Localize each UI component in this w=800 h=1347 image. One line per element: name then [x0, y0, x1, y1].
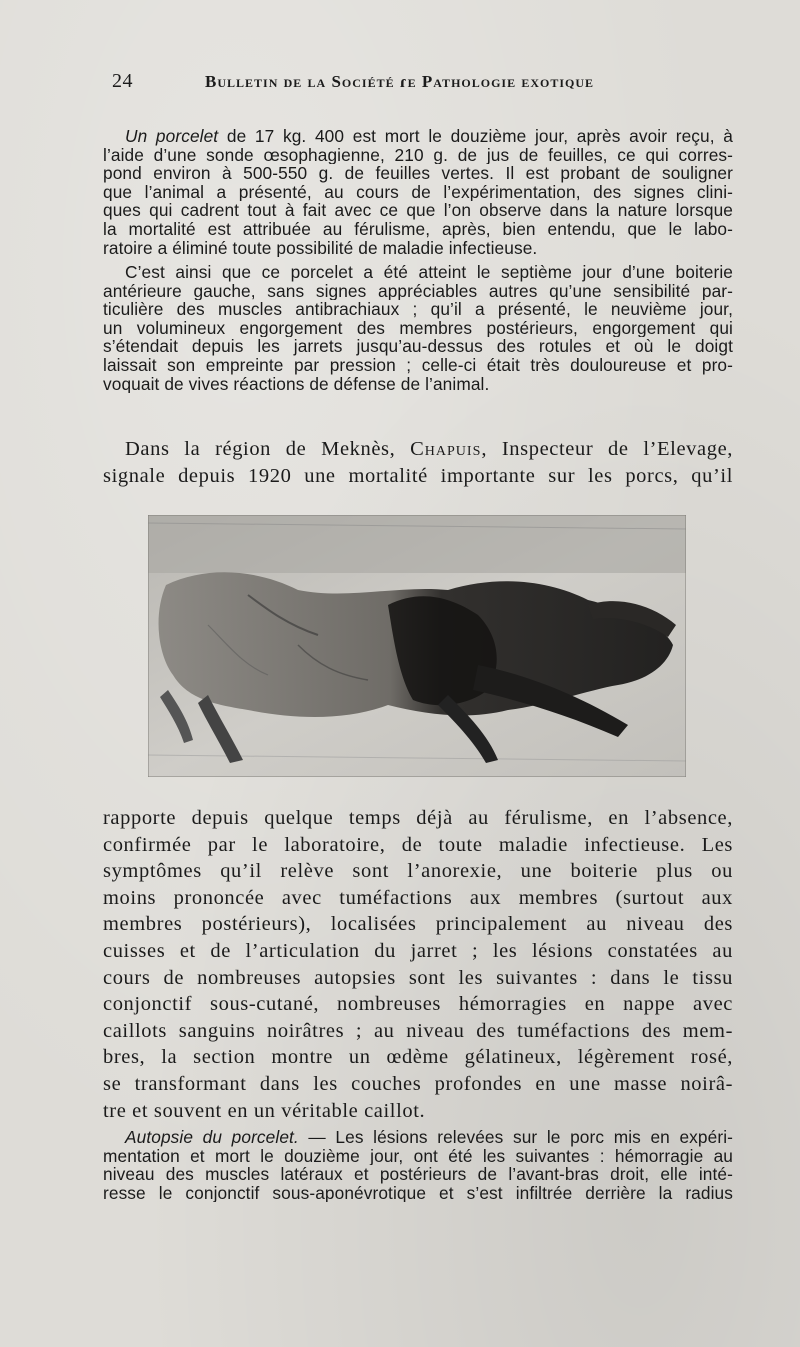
text-line: antérieure gauche, sans signes appréciables autres qu’une sensibilité par- — [103, 281, 733, 301]
text-line: C’est ainsi que ce porcelet a été atteint le septième jour d’une boiterie — [125, 263, 733, 282]
italic-lead: Autopsie du porcelet. — [125, 1128, 299, 1147]
paragraph-experiment — [103, 127, 733, 257]
text-line: s’étendait depuis les jarrets jusqu’au-dessus des rotules et où le doigt — [103, 337, 733, 356]
author-name: Chapuis — [410, 438, 482, 460]
paragraph-meknes — [103, 436, 733, 489]
text-line: Dans la région de Meknès, Chapuis, Inspecteur de l’Elevage, — [125, 438, 733, 460]
text-line: Autopsie du porcelet. — Les lésions relevées sur le porc mis en expéri- — [125, 1128, 733, 1147]
text-line: Un porcelet de 17 kg. 400 est mort le douzième jour, après avoir reçu, à — [125, 127, 733, 146]
text-line: confirmée par le laboratoire, de toute maladie infectieuse. Les — [103, 833, 733, 856]
text-line: ratoire a éliminé toute possibilité de maladie infectieuse. — [103, 238, 538, 258]
text-line: cours de nombreuses autopsies sont les suivantes : dans le tissu — [103, 966, 733, 989]
page-header — [112, 70, 672, 100]
text-line: ques qui cadrent tout à fait avec ce que l’on observe dans la nature lorsque — [103, 201, 733, 220]
text-line: conjonctif sous-cutané, nombreuses hémorragies en nappe avec — [103, 993, 733, 1016]
text-line: moins prononcée avec tuméfactions aux membres (surtout aux — [103, 886, 733, 909]
running-title: Bulletin de la Société ɾe Pathologie exotique — [205, 72, 595, 91]
text-line: rapporte depuis quelque temps déjà au férulisme, en l’absence, — [103, 807, 733, 829]
photo-image — [148, 515, 686, 777]
text-line: resse le conjonctif sous-aponévrotique et s’est infiltrée derrière la radius — [103, 1183, 733, 1203]
text-line: niveau des muscles latéraux et postérieurs de l’avant-bras droit, elle inté- — [103, 1165, 733, 1184]
text-line: pond environ à 500-550 g. de feuilles vertes. Il est probant de souligner — [103, 164, 733, 183]
paragraph-lesions — [103, 805, 733, 1124]
text-line: tre et souvent en un véritable caillot. — [103, 1099, 426, 1122]
text-line: que l’animal a présenté, au cours de l’expérimentation, des signes clini- — [103, 182, 733, 202]
text-line: membres postérieurs), localisées principalement au niveau des — [103, 913, 733, 936]
paragraph-symptoms — [103, 263, 733, 393]
text-line: mentation et mort le douzième jour, ont été les suivantes : hémorragie au — [103, 1146, 733, 1166]
text-line: laissait son empreinte par pression ; celle-ci était très douloureuse et pro- — [103, 355, 733, 375]
text-line: signale depuis 1920 une mortalité importante sur les porcs, qu’il — [103, 464, 733, 487]
text-line: symptômes qu’il relève sont l’anorexie, une boiterie plus ou — [103, 860, 733, 883]
text-line: caillots sanguins noirâtres ; au niveau des tuméfactions des mem- — [103, 1019, 733, 1042]
text-line: voquait de vives réactions de défense de l’animal. — [103, 374, 490, 394]
text-line: ticulière des muscles antibrachiaux ; qu’il a présenté, le neuvième jour, — [103, 300, 733, 319]
italic-lead: Un porcelet — [125, 127, 219, 146]
text-line: bres, la section montre un œdème gélatineux, légèrement rosé, — [103, 1046, 733, 1069]
text-line: cuisses et de l’articulation du jarret ; les lésions constatées au — [103, 939, 733, 962]
text-line: un volumineux engorgement des membres postérieurs, engorgement qui — [103, 318, 733, 338]
pig-carcass-photo — [148, 515, 686, 777]
text-line: l’aide d’une sonde œsophagienne, 210 g. de jus de feuilles, ce qui corres- — [103, 145, 733, 165]
paragraph-autopsy — [103, 1128, 733, 1202]
page-number: 24 — [112, 70, 133, 92]
text-line: se transformant dans les couches profondes en une masse noirâ- — [103, 1072, 733, 1095]
text-line: la mortalité est attribuée au férulisme, après, bien entendu, que le labo- — [103, 219, 733, 239]
